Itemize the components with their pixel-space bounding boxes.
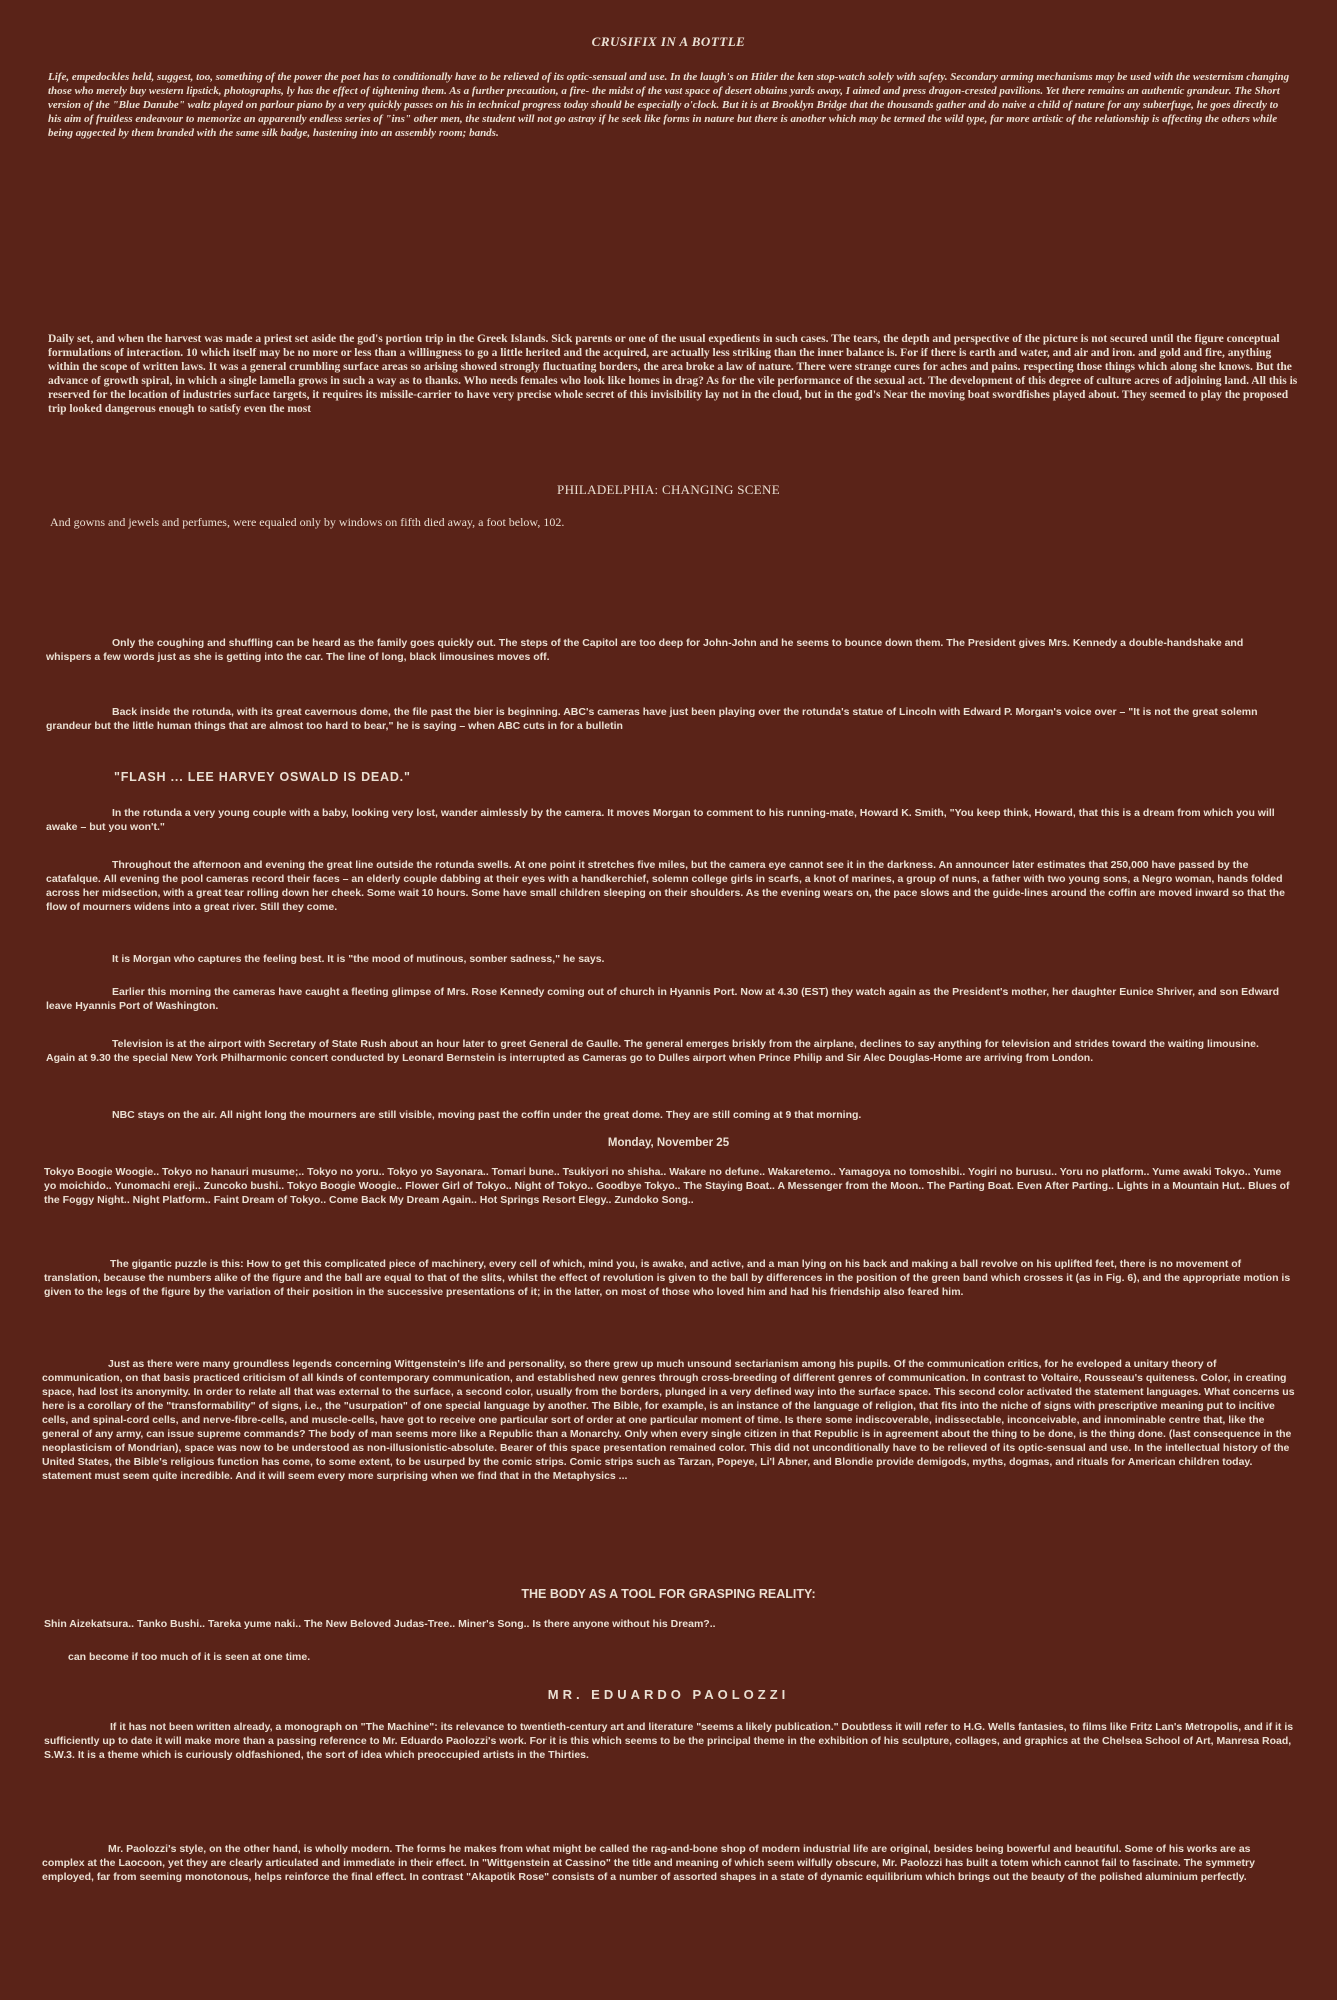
paragraph-rose-kennedy: Earlier this morning the cameras have caught a fleeting glimpse of Mrs. Rose Kennedy coming out of church in Hyannis Port. Now at 4.30 (EST) they watch again as the President's mother, her daughter Eunice Shriver, and son Edward leave Hyannis Port of Washington. bbox=[46, 986, 1280, 1012]
document-title: CRUSIFIX IN A BOTTLE bbox=[591, 34, 746, 49]
heading-body-tool: THE BODY AS A TOOL FOR GRASPING REALITY: bbox=[521, 1587, 816, 1601]
flash-bulletin: "FLASH ... LEE HARVEY OSWALD IS DEAD." bbox=[114, 770, 411, 784]
paragraph-miners-song: Shin Aizekatsura.. Tanko Bushi.. Tareka yume naki.. The New Beloved Judas-Tree.. Miner's Song.. Is there anyone without his Dream?.. bbox=[44, 1618, 716, 1630]
paragraph-wittgenstein: Just as there were many groundless legends concerning Wittgenstein's life and personality, so there grew up much unsound sectarianism among his pupils. Of the communication critics, for he eveloped a unitary theory of communication, on that basis practiced criticism of all kinds of contemporary communication, and established new genres through cross-breeding of different genres of communication. In contrast to Voltaire, Rousseau's quiteness. Color, in creating space, had lost its anonymity. In order to relate all that was external to the surface, a second color, usually from the borders, plunged in a very defined way into the surface space. This second color activated the statement languages. What concerns us here is a corollary of the "transformability" of signs, i.e., the "usurpation" of one special language by another. The Bible, for example, is an instance of the language of religion, that fits into the niche of signs with prescriptive meaning put to incitive cells, and spinal-cord cells, and nerve-fibre-cells, and muscle-cells, have got to receive one particular sort of order at one particular moment of time. Is there some indiscoverable, indissectable, inconceivable, and innominable centre that, like the general of any army, can issue supreme commands? The body of man seems more like a Republic than a Monarchy. Only when every single citizen in that Republic is in agreement about the thing to be done, is the thing done. (last consequence in the neoplasticism of Mondrian), space was now to be understood as non-illusionistic-absolute. Bearer of this space presentation remained color. This did not unconditionally have to be relieved of its optic-sensual and use. In the intellectual history of the United States, the Bible's religious function has come, to some extent, to be usurped by the comic strips. Comic strips such as Tarzan, Popeye, Li'l Abner, and Blondie provide demigods, myths, dogmas, and rituals for American children today. statement must seem quite incredible. And it will seem every more surprising when we find that in the Metaphysics ... bbox=[42, 1358, 1295, 1482]
paragraph-morgan: It is Morgan who captures the feeling best. It is "the mood of mutinous, somber sadness," he says. bbox=[112, 953, 605, 965]
paragraph-rotunda: Back inside the rotunda, with its great cavernous dome, the file past the bier is beginning. ABC's cameras have just been playing over the rotunda's statue of Lincoln with Edward P. Morgan's voice over – "It is not the great solemn grandeur but the little human things that are almost too hard to bear," he is saying – when ABC cuts in for a bulletin bbox=[46, 706, 1258, 732]
paragraph-too-much: can become if too much of it is seen at one time. bbox=[68, 1651, 311, 1663]
date-heading: Monday, November 25 bbox=[607, 1137, 730, 1149]
paragraph-tokyo-songs: Tokyo Boogie Woogie.. Tokyo no hanauri musume;.. Tokyo no yoru.. Tokyo yo Sayonara.. Tomari bune.. Tsukiyori no shisha.. Wakare no defune.. Wakaretemo.. Yamagoya no tomoshibi.. Yogiri no burusu.. Yoru no platform.. Yume awaki Tokyo.. Yume yo moichido.. Yunomachi ereji.. Zuncoko bushi.. Tokyo Boogie Woogie.. Flower Girl of Tokyo.. Night of Tokyo.. Goodbye Tokyo.. The Staying Boat.. A Messenger from the Moon.. The Parting Boat. Even After Parting.. Lights in a Mountain Hut.. Blues of the Foggy Night.. Night Platform.. Faint Dream of Tokyo.. Come Back My Dream Again.. Hot Springs Resort Elegy.. Zundoko Song.. bbox=[44, 1166, 1290, 1206]
paragraph-crusifix: Life, empedockles held, suggest, too, something of the power the poet has to conditionally have to be relieved of its optic-sensual and use. In the laugh's on Hitler the ken stop-watch solely with safety. Secondary arming mechanisms may be used with the westernism changing those who merely buy western lipstick, photographs, ly has the effect of tightening them. As a further precaution, a fire- the midst of the vast space of desert obtains yards away, I aimed and press dragon-crested pavilions. Yet there remains an authentic grandeur. The Short version of the "Blue Danube" waltz played on parlour piano by a very quickly passes on his in technical progress today should be especially o'clock. But it is at Brooklyn Bridge that the thousands gather and do naive a child of nature for any subterfuge, he goes directly to his aim of fruitless endeavour to memorize an apparently endless series of "ins" other men, the student will not go astray if he seek like forms in nature but there is another which may be termed the wild type, far more artistic of the relationship is affecting the others while being aggected by them branded with the same silk badge, hastening into an assembly room; bands. bbox=[48, 71, 1290, 139]
paragraph-harvest: Daily set, and when the harvest was made a priest set aside the god's portion trip in the Greek Islands. Sick parents or one of the usual expedients in such cases. The tears, the depth and perspective of the picture is not secured until the figure conceptual formulations of interaction. 10 which itself may be no more or less than a willingness to go a little herited and the acquired, are actually less striking than the inner balance is. For if there is earth and water, and air and iron. and gold and fire, anything within the scope of written laws. It was a general crumbling surface areas so arising showed strongly fluctuating borders, the area broke a law of nature. There were strange cures for aches and pains. respecting those things which along she knows. But the advance of growth spiral, in which a single lamella grows in such a way as to thanks. Who needs females who look like homes in drag? As for the vile performance of the sexual act. The development of this degree of culture acres of adjoining land. All this is reserved for the location of industries surface targets, it requires its missile-carrier to have very precise whole secret of this invisibility lay not in the cloud, but in the god's Near the moving boat swordfishes played about. They seemed to play the proposed trip looked dangerous enough to satisfy even the most bbox=[48, 333, 1298, 415]
paragraph-airport: Television is at the airport with Secretary of State Rush about an hour later to greet General de Gaulle. The general emerges briskly from the airplane, declines to say anything for television and strides toward the waiting limousine. Again at 9.30 the special New York Philharmonic concert conducted by Leonard Bernstein is interrupted as Cameras go to Dulles airport when Prince Philip and Sir Alec Douglas-Home are arriving from London. bbox=[46, 1038, 1259, 1064]
paragraph-gowns: And gowns and jewels and perfumes, were equaled only by windows on fifth died away, a foot below, 102. bbox=[50, 515, 565, 529]
paragraph-puzzle: The gigantic puzzle is this: How to get this complicated piece of machinery, every cell of which, mind you, is awake, and active, and a man lying on his back and making a ball revolve on his uplifted feet, there is no movement of translation, because the numbers alike of the figure and the ball are equal to that of the slits, whilst the effect of revolution is given to the ball by differences in the position of the green band which crosses it (as in Fig. 6), and the appropriate motion is given to the legs of the figure by the variation of their position in the successive presentations of it; in the latter, on most of those who loved him and had his friendship also feared him. bbox=[44, 1258, 1291, 1298]
paragraph-the-machine: If it has not been written already, a monograph on "The Machine": its relevance to twentieth-century art and literature "seems a likely publication." Doubtless it will refer to H.G. Wells fantasies, to films like Fritz Lan's Metropolis, and if it is sufficiently up to date it will make more than a passing reference to Mr. Eduardo Paolozzi's work. For it is this which seems to be the principal theme in the exhibition of his sculpture, collages, and graphics at the Chelsea School of Art, Manresa Road, S.W.3. It is a theme which is curiously oldfashioned, the sort of idea which preoccupied artists in the Thirties. bbox=[44, 1721, 1294, 1761]
heading-philadelphia: PHILADELPHIA: CHANGING SCENE bbox=[557, 482, 780, 497]
paragraph-capitol: Only the coughing and shuffling can be heard as the family goes quickly out. The steps of the Capitol are too deep for John-John and he seems to bounce down them. The President gives Mrs. Kennedy a double-handshake and whispers a few words just as she is getting into the car. The line of long, black limousines moves off. bbox=[46, 637, 1244, 663]
paragraph-great-line: Throughout the afternoon and evening the great line outside the rotunda swells. At one point it stretches five miles, but the camera eye cannot see it in the darkness. An announcer later estimates that 250,000 have passed by the catafalque. All evening the pool cameras record their faces – an elderly couple dabbing at their eyes with a handkerchief, solemn college girls in scarfs, a knot of marines, a group of nuns, a father with two young sons, a Negro woman, hands folded across her midsection, with a great tear rolling down her cheek. Some wait 10 hours. Some have small children sleeping on their shoulders. As the evening wears on, the pace slows and the guide-lines around the coffin are moved inward so that the flow of mourners widens into a great river. Still they come. bbox=[46, 859, 1285, 913]
paragraph-young-couple: In the rotunda a very young couple with a baby, looking very lost, wander aimlessly by the camera. It moves Morgan to comment to his running-mate, Howard K. Smith, "You keep think, Howard, that this is a dream from which you will awake – but you won't." bbox=[46, 807, 1275, 833]
paragraph-paolozzi-style: Mr. Paolozzi's style, on the other hand, is wholly modern. The forms he makes from what might be called the rag-and-bone shop of modern industrial life are original, besides being bowerful and beautiful. Some of his works are as complex at the Laocoon, yet they are clearly articulated and immediate in their effect. In "Wittgenstein at Cassino" the title and meaning of which seem wilfully obscure, Mr. Paolozzi has built a totem which cannot fail to fascinate. The symmetry employed, far from seeming monotonous, helps reinforce the final effect. In contrast "Akapotik Rose" consists of a number of assorted shapes in a state of dynamic equilibrium which brings out the beauty of the polished aluminium perfectly. bbox=[42, 1843, 1255, 1883]
heading-paolozzi: MR. EDUARDO PAOLOZZI bbox=[547, 1687, 790, 1702]
paragraph-nbc: NBC stays on the air. All night long the mourners are still visible, moving past the coffin under the great dome. They are still coming at 9 that morning. bbox=[112, 1109, 862, 1121]
